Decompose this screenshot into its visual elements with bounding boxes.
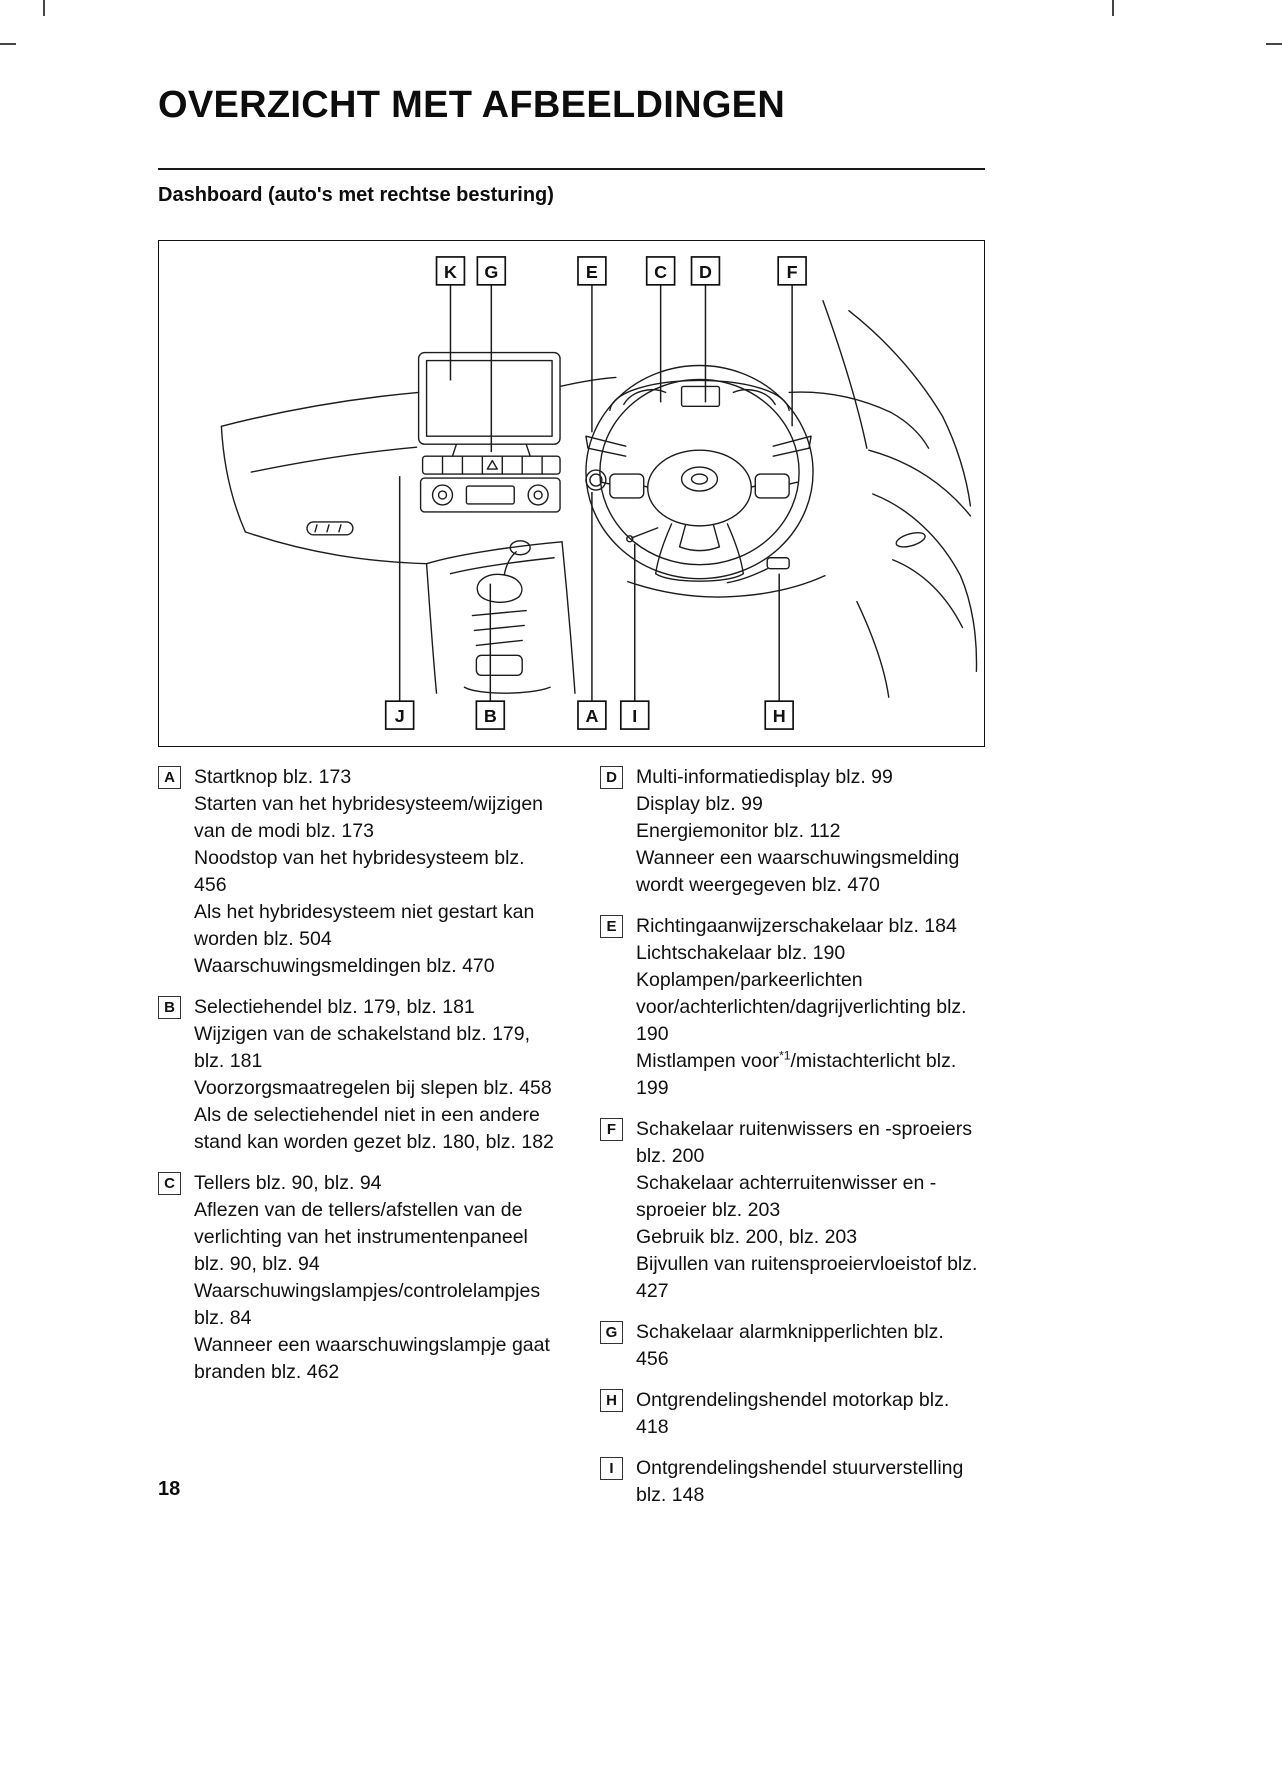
item-key-A: A — [158, 766, 181, 789]
legend-entry: Als het hybridesysteem niet gestart kan worden blz. 504 — [194, 901, 535, 950]
instrument-cluster — [624, 386, 775, 406]
item-key-C: C — [158, 1172, 181, 1195]
legend — [158, 764, 998, 1523]
title-rule — [158, 168, 985, 170]
legend-entry: Tellers blz. 90, blz. 94 — [194, 1172, 382, 1194]
callout-D — [692, 257, 720, 285]
callout-letter-B: B — [483, 706, 497, 727]
legend-item-E — [600, 913, 981, 1102]
crop-mark — [1266, 43, 1282, 45]
page-number: 18 — [158, 1478, 181, 1500]
callout-letter-C: C — [654, 261, 668, 282]
section-subtitle: Dashboard (auto's met rechtse besturing) — [158, 184, 554, 206]
callout-leaders — [400, 285, 792, 701]
legend-entry: Schakelaar achterruitenwisser en -sproeier blz. 203 — [636, 1172, 937, 1221]
item-key-H: H — [600, 1389, 623, 1412]
dashboard-diagram — [159, 241, 984, 746]
footnote-marker: *1 — [779, 1048, 791, 1063]
legend-item-B — [158, 994, 562, 1156]
legend-entry: Startknop blz. 173 — [194, 766, 352, 788]
legend-entry: Display blz. 99 — [636, 793, 763, 815]
callout-F — [778, 257, 806, 285]
tilt-lever — [632, 528, 658, 538]
callout-I — [621, 701, 649, 729]
crop-mark — [43, 0, 45, 16]
center-console — [427, 541, 575, 693]
start-button — [586, 470, 606, 490]
item-key-F: F — [600, 1118, 623, 1141]
dashboard-line-art — [221, 301, 976, 697]
legend-entry: Energiemonitor blz. 112 — [636, 820, 841, 842]
callout-J — [386, 701, 414, 729]
item-key-G: G — [600, 1321, 623, 1344]
callout-G — [477, 257, 505, 285]
legend-entry: Bijvullen van ruitensproeiervloeistof blz. 427 — [636, 1253, 978, 1302]
legend-entry: Wanneer een waarschuwingsmelding wordt weergegeven blz. 470 — [636, 847, 960, 896]
item-key-I: I — [600, 1457, 623, 1480]
page-title: OVERZICHT MET AFBEELDINGEN — [158, 84, 786, 126]
legend-item-F — [600, 1116, 981, 1305]
multi-info-display — [682, 386, 720, 406]
callout-E — [578, 257, 606, 285]
crop-mark — [0, 43, 16, 45]
legend-entry: Schakelaar ruitenwissers en -sproeiers blz. 200 — [636, 1118, 972, 1167]
legend-column-right — [600, 764, 981, 1523]
legend-entry: Als de selectiehendel niet in een andere stand kan worden gezet blz. 180, blz. 182 — [194, 1104, 554, 1153]
legend-entry: Ontgrendelingshendel stuurverstelling blz. 148 — [636, 1457, 964, 1506]
legend-item-H — [600, 1387, 981, 1441]
touchscreen — [419, 353, 560, 457]
legend-entry: Voorzorgsmaatregelen bij slepen blz. 458 — [194, 1077, 552, 1099]
legend-item-G — [600, 1319, 981, 1373]
item-key-B: B — [158, 996, 181, 1019]
legend-entry: Ontgrendelingshendel motorkap blz. 418 — [636, 1389, 950, 1438]
callout-B — [476, 701, 504, 729]
steering-column — [627, 524, 744, 581]
callout-letter-I: I — [632, 706, 638, 727]
legend-entry: Waarschuwingsmeldingen blz. 470 — [194, 955, 495, 977]
legend-entry: Multi-informatiedisplay blz. 99 — [636, 766, 893, 788]
dashboard-figure — [158, 240, 985, 747]
door-and-pillar — [823, 301, 977, 697]
legend-entry: Koplampen/parkeerlichten voor/achterlichten/dagrijverlichting blz. 190 — [636, 969, 967, 1045]
legend-entry: Selectiehendel blz. 179, blz. 181 — [194, 996, 475, 1018]
callout-letter-K: K — [444, 261, 457, 282]
item-key-E: E — [600, 915, 623, 938]
legend-column-left — [158, 764, 562, 1400]
callout-C — [647, 257, 675, 285]
callout-A — [578, 701, 606, 729]
callout-K — [437, 257, 465, 285]
callout-letter-H: H — [772, 706, 786, 727]
legend-entry: Starten van het hybridesysteem/wijzigen van de modi blz. 173 — [194, 793, 544, 842]
steering-wheel — [586, 366, 813, 579]
door-handle — [895, 530, 927, 550]
hazard-switch-icon — [487, 461, 497, 469]
callout-H — [765, 701, 793, 729]
crop-mark — [1112, 0, 1114, 16]
shift-boot — [477, 574, 522, 602]
legend-entry: Mistlampen voor$^{*1}$/mistachterlicht blz. 199 — [636, 1048, 957, 1099]
legend-item-D — [600, 764, 981, 899]
callout-letter-D: D — [699, 261, 712, 282]
legend-item-C — [158, 1170, 562, 1386]
item-key-D: D — [600, 766, 623, 789]
climate-panel — [421, 478, 560, 512]
legend-entry: Wanneer een waarschuwingslampje gaat branden blz. 462 — [194, 1334, 550, 1383]
legend-entry: Waarschuwingslampjes/controlelampjes blz. 84 — [194, 1280, 541, 1329]
legend-entry: Gebruik blz. 200, blz. 203 — [636, 1226, 858, 1248]
callout-letter-E: E — [585, 261, 598, 282]
callout-letter-A: A — [585, 706, 599, 727]
button-strip — [423, 456, 560, 474]
legend-entry: Schakelaar alarmknipperlichten blz. 456 — [636, 1321, 944, 1370]
callout-letter-J: J — [394, 706, 405, 727]
legend-entry: Richtingaanwijzerschakelaar blz. 184 — [636, 915, 957, 937]
legend-entry: Lichtschakelaar blz. 190 — [636, 942, 846, 964]
callout-letter-G: G — [484, 261, 499, 282]
legend-item-I — [600, 1455, 981, 1509]
legend-entry: Noodstop van het hybridesysteem blz. 456 — [194, 847, 525, 896]
legend-entry: Aflezen van de tellers/afstellen van de verlichting van het instrumentenpaneel blz. 90, blz. 94 — [194, 1199, 528, 1275]
callout-letter-F: F — [786, 261, 798, 282]
legend-entry: Wijzigen van de schakelstand blz. 179, blz. 181 — [194, 1023, 531, 1072]
legend-item-A — [158, 764, 562, 980]
side-vent — [307, 522, 353, 535]
